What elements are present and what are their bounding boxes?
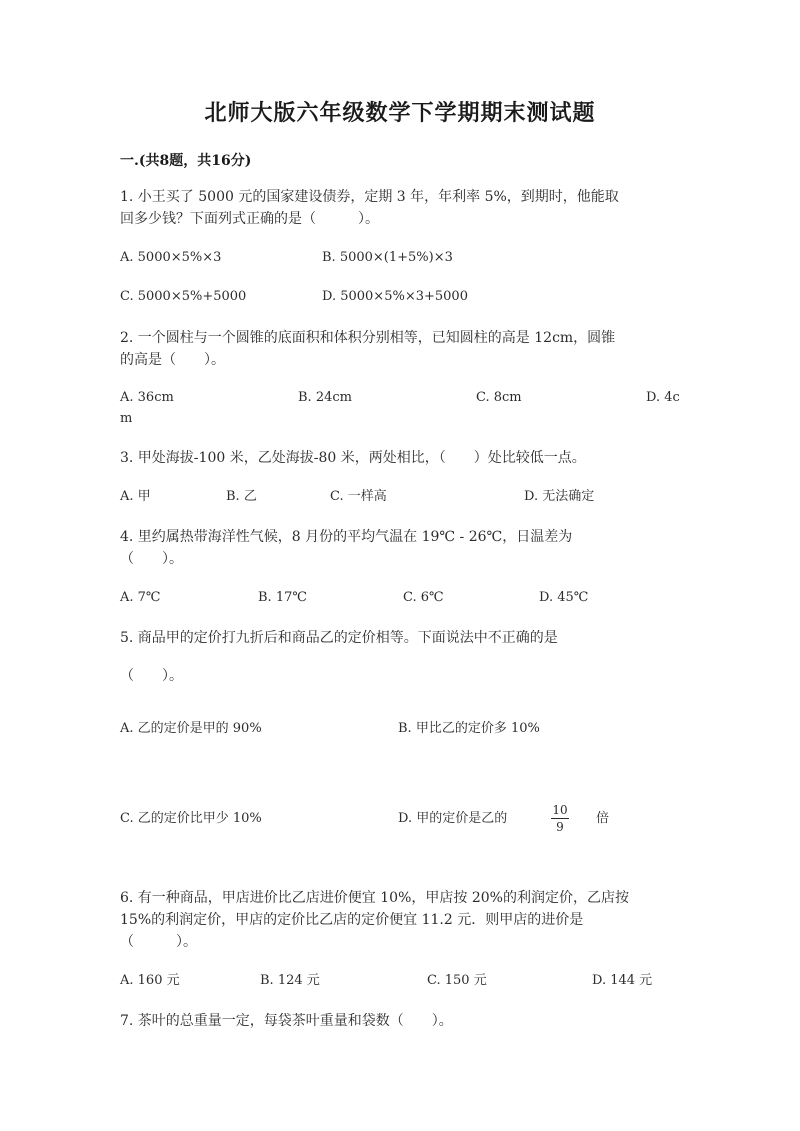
question-3 [120, 447, 680, 469]
question-text: （ ）。 [120, 551, 183, 567]
option-c[interactable]: C. 乙的定价比甲少 10% [120, 811, 262, 826]
option-d[interactable]: D. 5000×5%×3+5000 [322, 289, 468, 304]
question-text: 15%的利润定价，甲店的定价比乙店的定价便宜 11.2 元．则甲店的进价是 [120, 912, 584, 928]
question-5 [120, 627, 680, 687]
option-b[interactable]: B. 乙 [226, 489, 257, 504]
option-d[interactable]: D. 4c [646, 390, 680, 405]
question-text: 回多少钱？下面列式正确的是（ ）。 [120, 211, 379, 227]
option-c[interactable]: C. 8cm [476, 390, 522, 405]
question-1 [120, 186, 680, 230]
option-d-suffix: 倍 [596, 811, 610, 826]
option-d[interactable]: D. 45℃ [539, 590, 589, 605]
fraction-denominator: 9 [556, 820, 564, 834]
option-d[interactable]: D. 144 元 [592, 973, 653, 988]
question-text: 4. 里约属热带海洋性气候，8 月份的平均气温在 19℃ - 26℃，日温差为 [120, 529, 573, 545]
option-c[interactable]: C. 6℃ [403, 590, 444, 605]
question-text: （ ）。 [120, 934, 197, 950]
option-b[interactable]: B. 124 元 [260, 973, 320, 988]
option-a[interactable]: A. 36cm [120, 390, 174, 405]
page-title: 北师大版六年级数学下学期期末测试题 [204, 100, 596, 126]
option-d[interactable]: D. 甲的定价是乙的 [398, 811, 508, 826]
question-4 [120, 526, 680, 570]
option-b[interactable]: B. 甲比乙的定价多 10% [398, 721, 540, 736]
question-text: 5. 商品甲的定价打九折后和商品乙的定价相等。下面说法中不正确的是 [120, 630, 558, 646]
option-b[interactable]: B. 5000×(1+5%)×3 [322, 250, 453, 265]
option-a[interactable]: A. 5000×5%×3 [120, 250, 222, 265]
option-a[interactable]: A. 7℃ [120, 590, 161, 605]
option-c[interactable]: C. 150 元 [427, 973, 487, 988]
question-text: 7. 茶叶的总重量一定，每袋茶叶重量和袋数（ ）。 [120, 1013, 453, 1029]
question-text: 1. 小王买了 5000 元的国家建设债券，定期 3 年，年利率 5%，到期时，他能取 [120, 189, 619, 205]
option-d-wrap: m [120, 411, 133, 426]
question-text: 6. 有一种商品，甲店进价比乙店进价便宜 10%，甲店按 20%的利润定价，乙店按 [120, 890, 629, 906]
question-text: 2. 一个圆柱与一个圆锥的底面积和体积分别相等，已知圆柱的高是 12cm，圆锥 [120, 330, 616, 346]
question-7 [120, 1010, 680, 1032]
option-a[interactable]: A. 160 元 [120, 973, 180, 988]
option-c[interactable]: C. 5000×5%+5000 [120, 289, 247, 304]
option-d[interactable]: D. 无法确定 [524, 489, 595, 504]
fraction-bar [551, 818, 569, 819]
option-a[interactable]: A. 乙的定价是甲的 90% [120, 721, 262, 736]
option-c[interactable]: C. 一样高 [330, 489, 387, 504]
option-b[interactable]: B. 24cm [298, 390, 352, 405]
question-6 [120, 887, 680, 953]
question-2 [120, 327, 680, 371]
option-b[interactable]: B. 17℃ [258, 590, 307, 605]
option-a[interactable]: A. 甲 [120, 489, 151, 504]
fraction [551, 804, 569, 833]
question-text: 的高是（ ）。 [120, 352, 225, 368]
question-text: （ ）。 [120, 668, 183, 684]
section-heading: 一.(共8题，共16分) [120, 153, 252, 169]
fraction-numerator: 10 [552, 803, 568, 817]
question-text: 3. 甲处海拔-100 米，乙处海拔-80 米，两处相比，（ ）处比较低一点。 [120, 450, 586, 466]
